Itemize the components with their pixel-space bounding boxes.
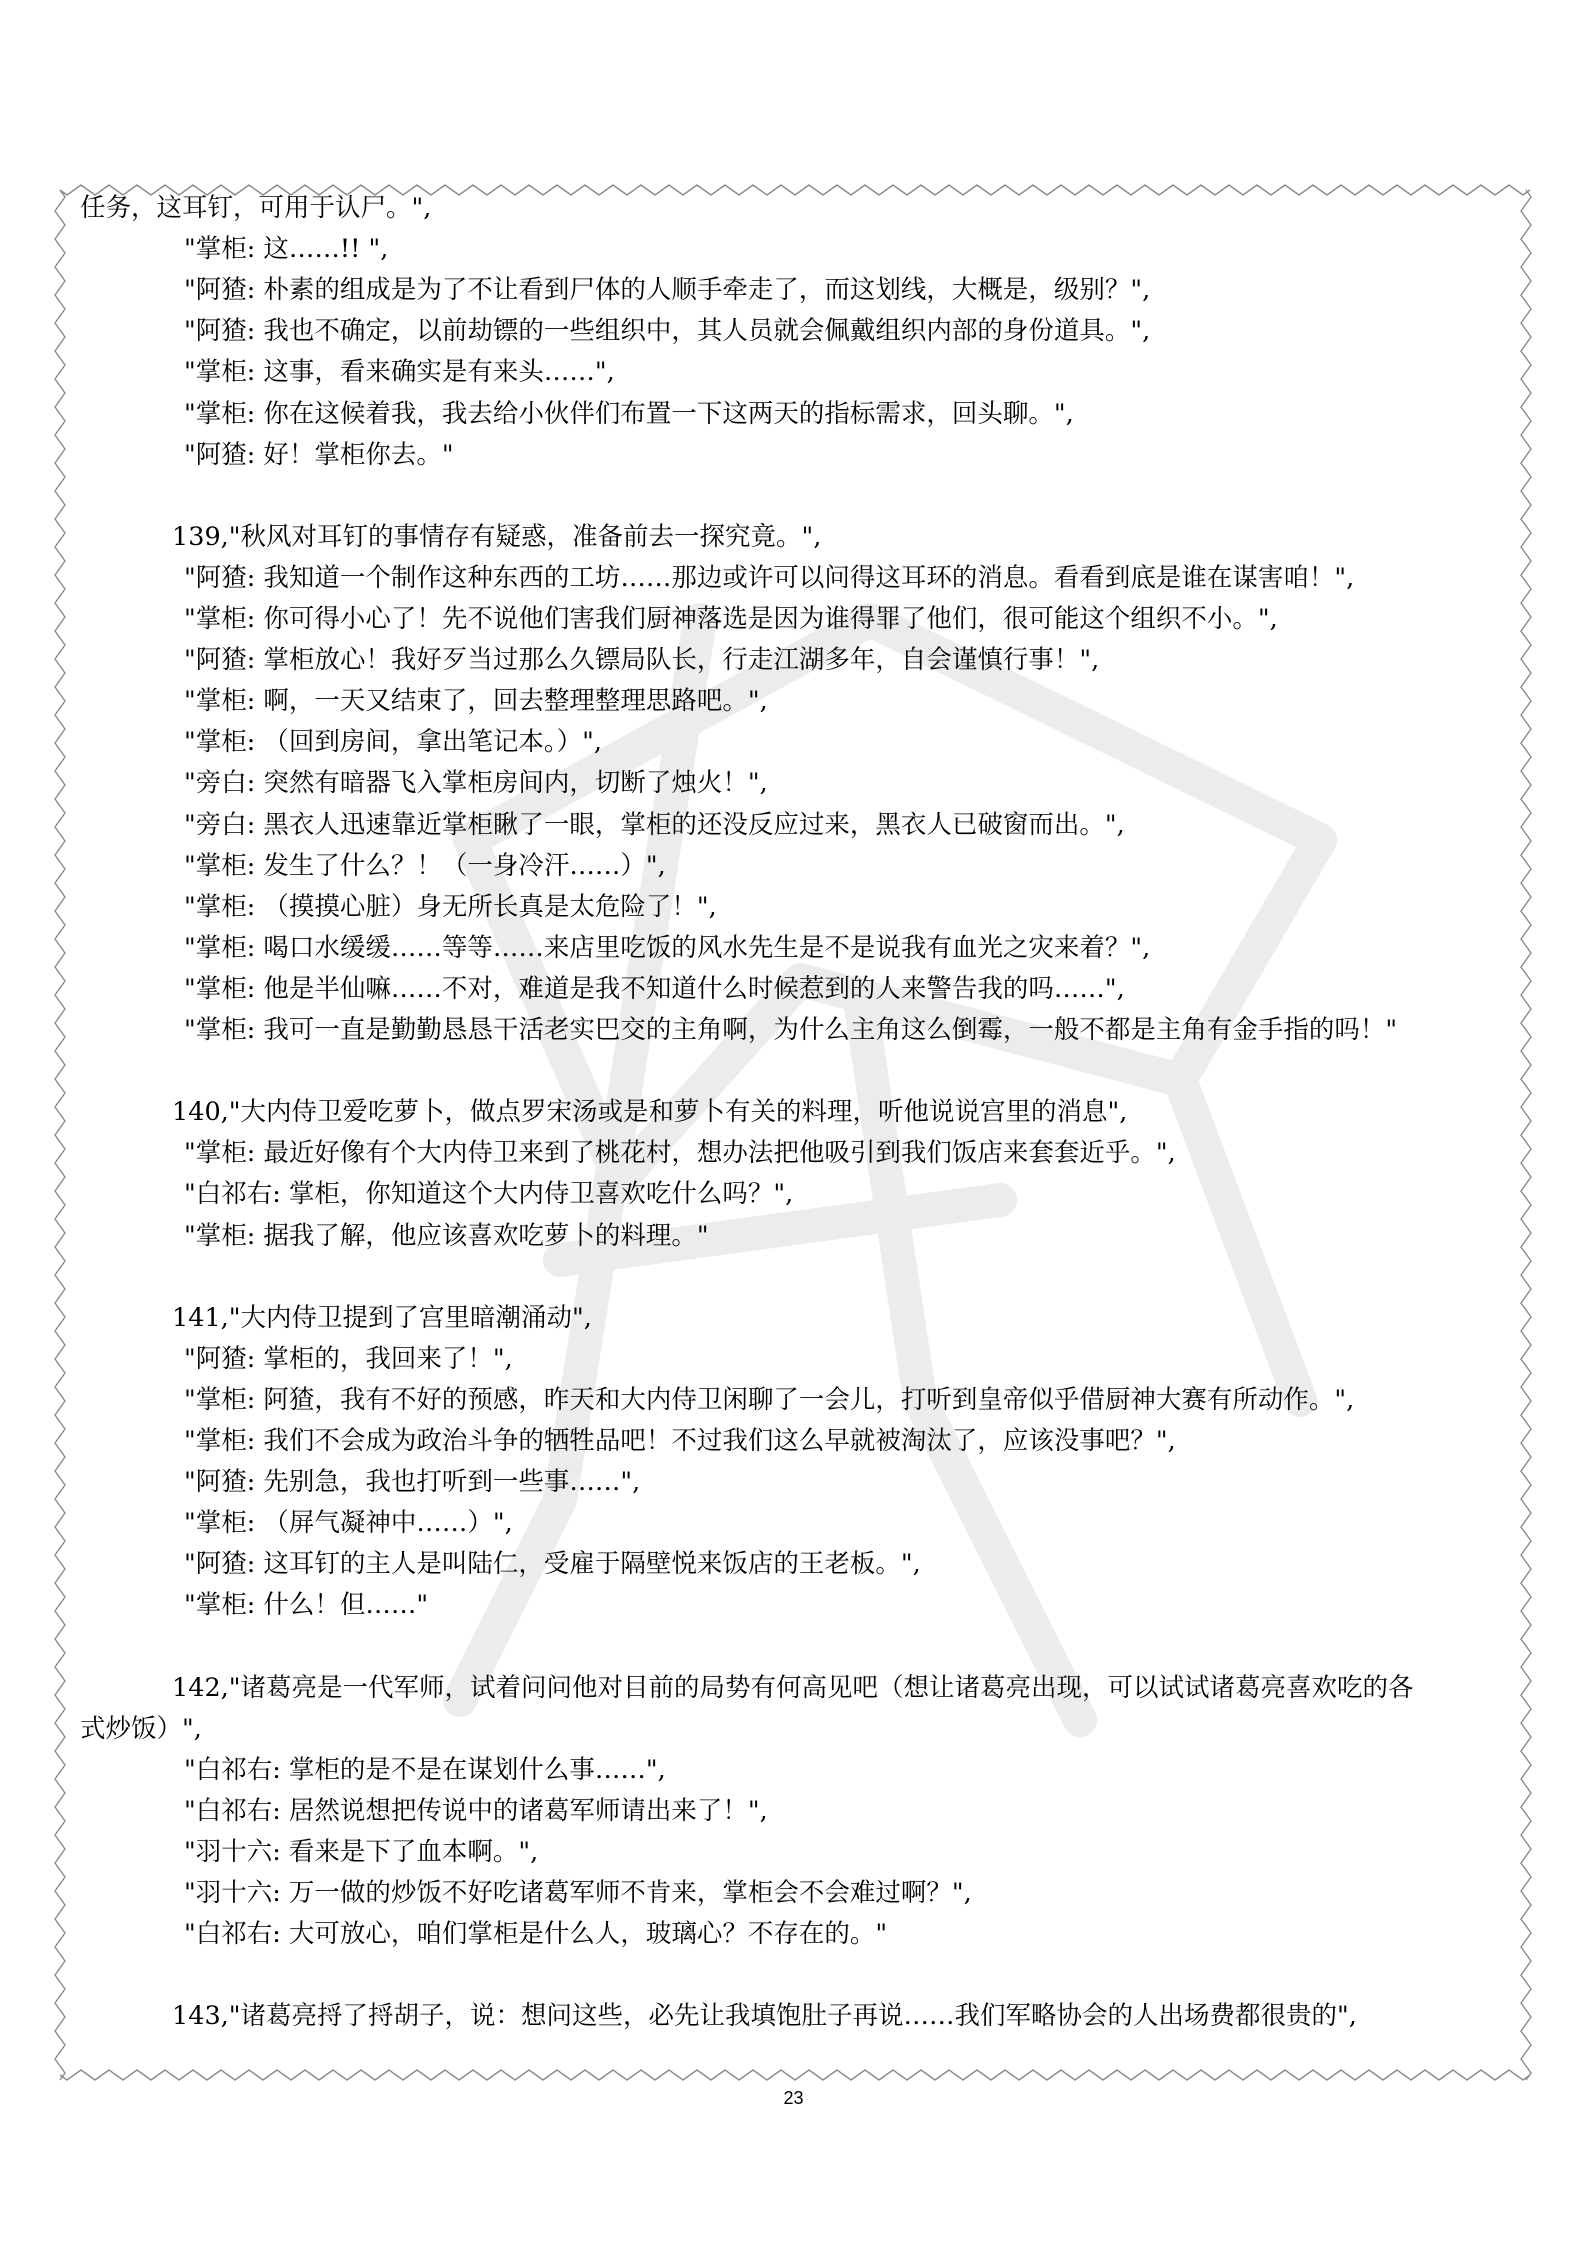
text-line: "白祁右: 掌柜的是不是在谋划什么事……", [184,1754,666,1785]
entry-heading-line: 143,"诸葛亮捋了捋胡子，说：想问这些，必先让我填饱肚子再说……我们军略协会的人出场费都很贵的", [172,2001,1357,2032]
entry-heading-line: 139,"秋风对耳钉的事情存有疑惑，准备前去一探究竟。", [172,521,822,552]
text-line: "掌柜: 阿猹，我有不好的预感，昨天和大内侍卫闲聊了一会儿，打听到皇帝似乎借厨神大赛有所动作。", [184,1384,1355,1415]
text-line: "阿猹: 好！掌柜你去。" [184,439,454,470]
text-line: "旁白: 黑衣人迅速靠近掌柜瞅了一眼，掌柜的还没反应过来，黑衣人已破窗而出。", [184,809,1125,840]
text-line: "羽十六: 万一做的炒饭不好吃诸葛军师不肯来，掌柜会不会难过啊？", [184,1878,972,1909]
text-line: "掌柜: 啊，一天又结束了，回去整理整理思路吧。", [184,686,768,717]
text-line: "白祁右: 居然说想把传说中的诸葛军师请出来了！", [184,1795,768,1826]
entry-heading-line: 142,"诸葛亮是一代军师，试着问问他对目前的局势有何高见吧（想让诸葛亮出现，可以试试诸葛亮喜欢吃的各 [172,1672,1414,1703]
text-line: "阿猹: 这耳钉的主人是叫陆仁，受雇于隔壁悦来饭店的王老板。", [184,1549,921,1580]
text-line: "掌柜: （回到房间，拿出笔记本。）", [184,727,603,758]
text-line: "阿猹: 朴素的组成是为了不让看到尸体的人顺手牵走了，而这划线，大概是，级别？", [184,275,1151,306]
text-line: "阿猹: 我也不确定，以前劫镖的一些组织中，其人员就会佩戴组织内部的身份道具。", [184,316,1151,347]
text-line: "掌柜: 什么！但……" [184,1590,429,1621]
text-line: "掌柜: 这事，看来确实是有来头……", [184,357,615,388]
text-line: "阿猹: 我知道一个制作这种东西的工坊……那边或许可以问得这耳环的消息。看看到底是谁在谋害咱！", [184,562,1355,593]
page-number: 23 [783,2088,804,2108]
text-line: "掌柜: 我们不会成为政治斗争的牺牲品吧！不过我们这么早就被淘汰了，应该没事吧？", [184,1426,1176,1456]
text-line: "掌柜: 他是半仙嘛……不对，难道是我不知道什么时候惹到的人来警告我的吗……", [184,973,1125,1004]
border-edge [1521,190,1531,2080]
text-line: "白祁右: 掌柜，你知道这个大内侍卫喜欢吃什么吗？", [184,1179,794,1210]
border-edge [60,2070,1530,2080]
text-line: "阿猹: 掌柜放心！我好歹当过那么久镖局队长，行走江湖多年，自会谨慎行事！", [184,645,1100,676]
text-line: "掌柜: 这……!! ", [184,234,389,265]
entry-heading-line: 141,"大内侍卫提到了宫里暗潮涌动", [172,1302,592,1333]
text-line: "白祁右: 大可放心，咱们掌柜是什么人，玻璃心？不存在的。" [184,1919,888,1950]
border-edge [55,190,65,2080]
text-line: "掌柜: 据我了解，他应该喜欢吃萝卜的料理。" [184,1220,709,1251]
text-line: "掌柜: 喝口水缓缓……等等……来店里吃饭的风水先生是不是说我有血光之灾来着？", [184,932,1151,963]
text-line: "掌柜: 你可得小心了！先不说他们害我们厨神落选是因为谁得罪了他们，很可能这个组织不小。", [184,604,1278,634]
text-line: 式炒饭）", [80,1713,202,1744]
text-line: "掌柜: 发生了什么？！（一身冷汗……）", [184,850,666,881]
text-line: "掌柜: （摸摸心脏）身无所长真是太危险了！", [184,891,717,922]
text-line: "羽十六: 看来是下了血本啊。", [184,1837,539,1867]
text-line: "掌柜: 最近好像有个大内侍卫来到了桃花村，想办法把他吸引到我们饭店来套套近乎。", [184,1138,1176,1169]
text-line: "旁白: 突然有暗器飞入掌柜房间内，切断了烛火！", [184,768,768,799]
entry-heading-line: 140,"大内侍卫爱吃萝卜，做点罗宋汤或是和萝卜有关的料理，听他说说宫里的消息", [172,1097,1128,1128]
text-line: "阿猹: 掌柜的，我回来了！", [184,1343,513,1374]
text-line: "掌柜: 你在这候着我，我去给小伙伴们布置一下这两天的指标需求，回头聊。", [184,398,1074,429]
text-line: 任务，这耳钉，可用于认尸。", [80,193,432,223]
text-line: "掌柜: （屏气凝神中……）", [184,1508,513,1539]
text-line: "阿猹: 先别急，我也打听到一些事……", [184,1467,641,1498]
text-line: "掌柜: 我可一直是勤勤恳恳干活老实巴交的主角啊，为什么主角这么倒霉，一般不都是主角有金手指的吗！" [184,1015,1398,1045]
